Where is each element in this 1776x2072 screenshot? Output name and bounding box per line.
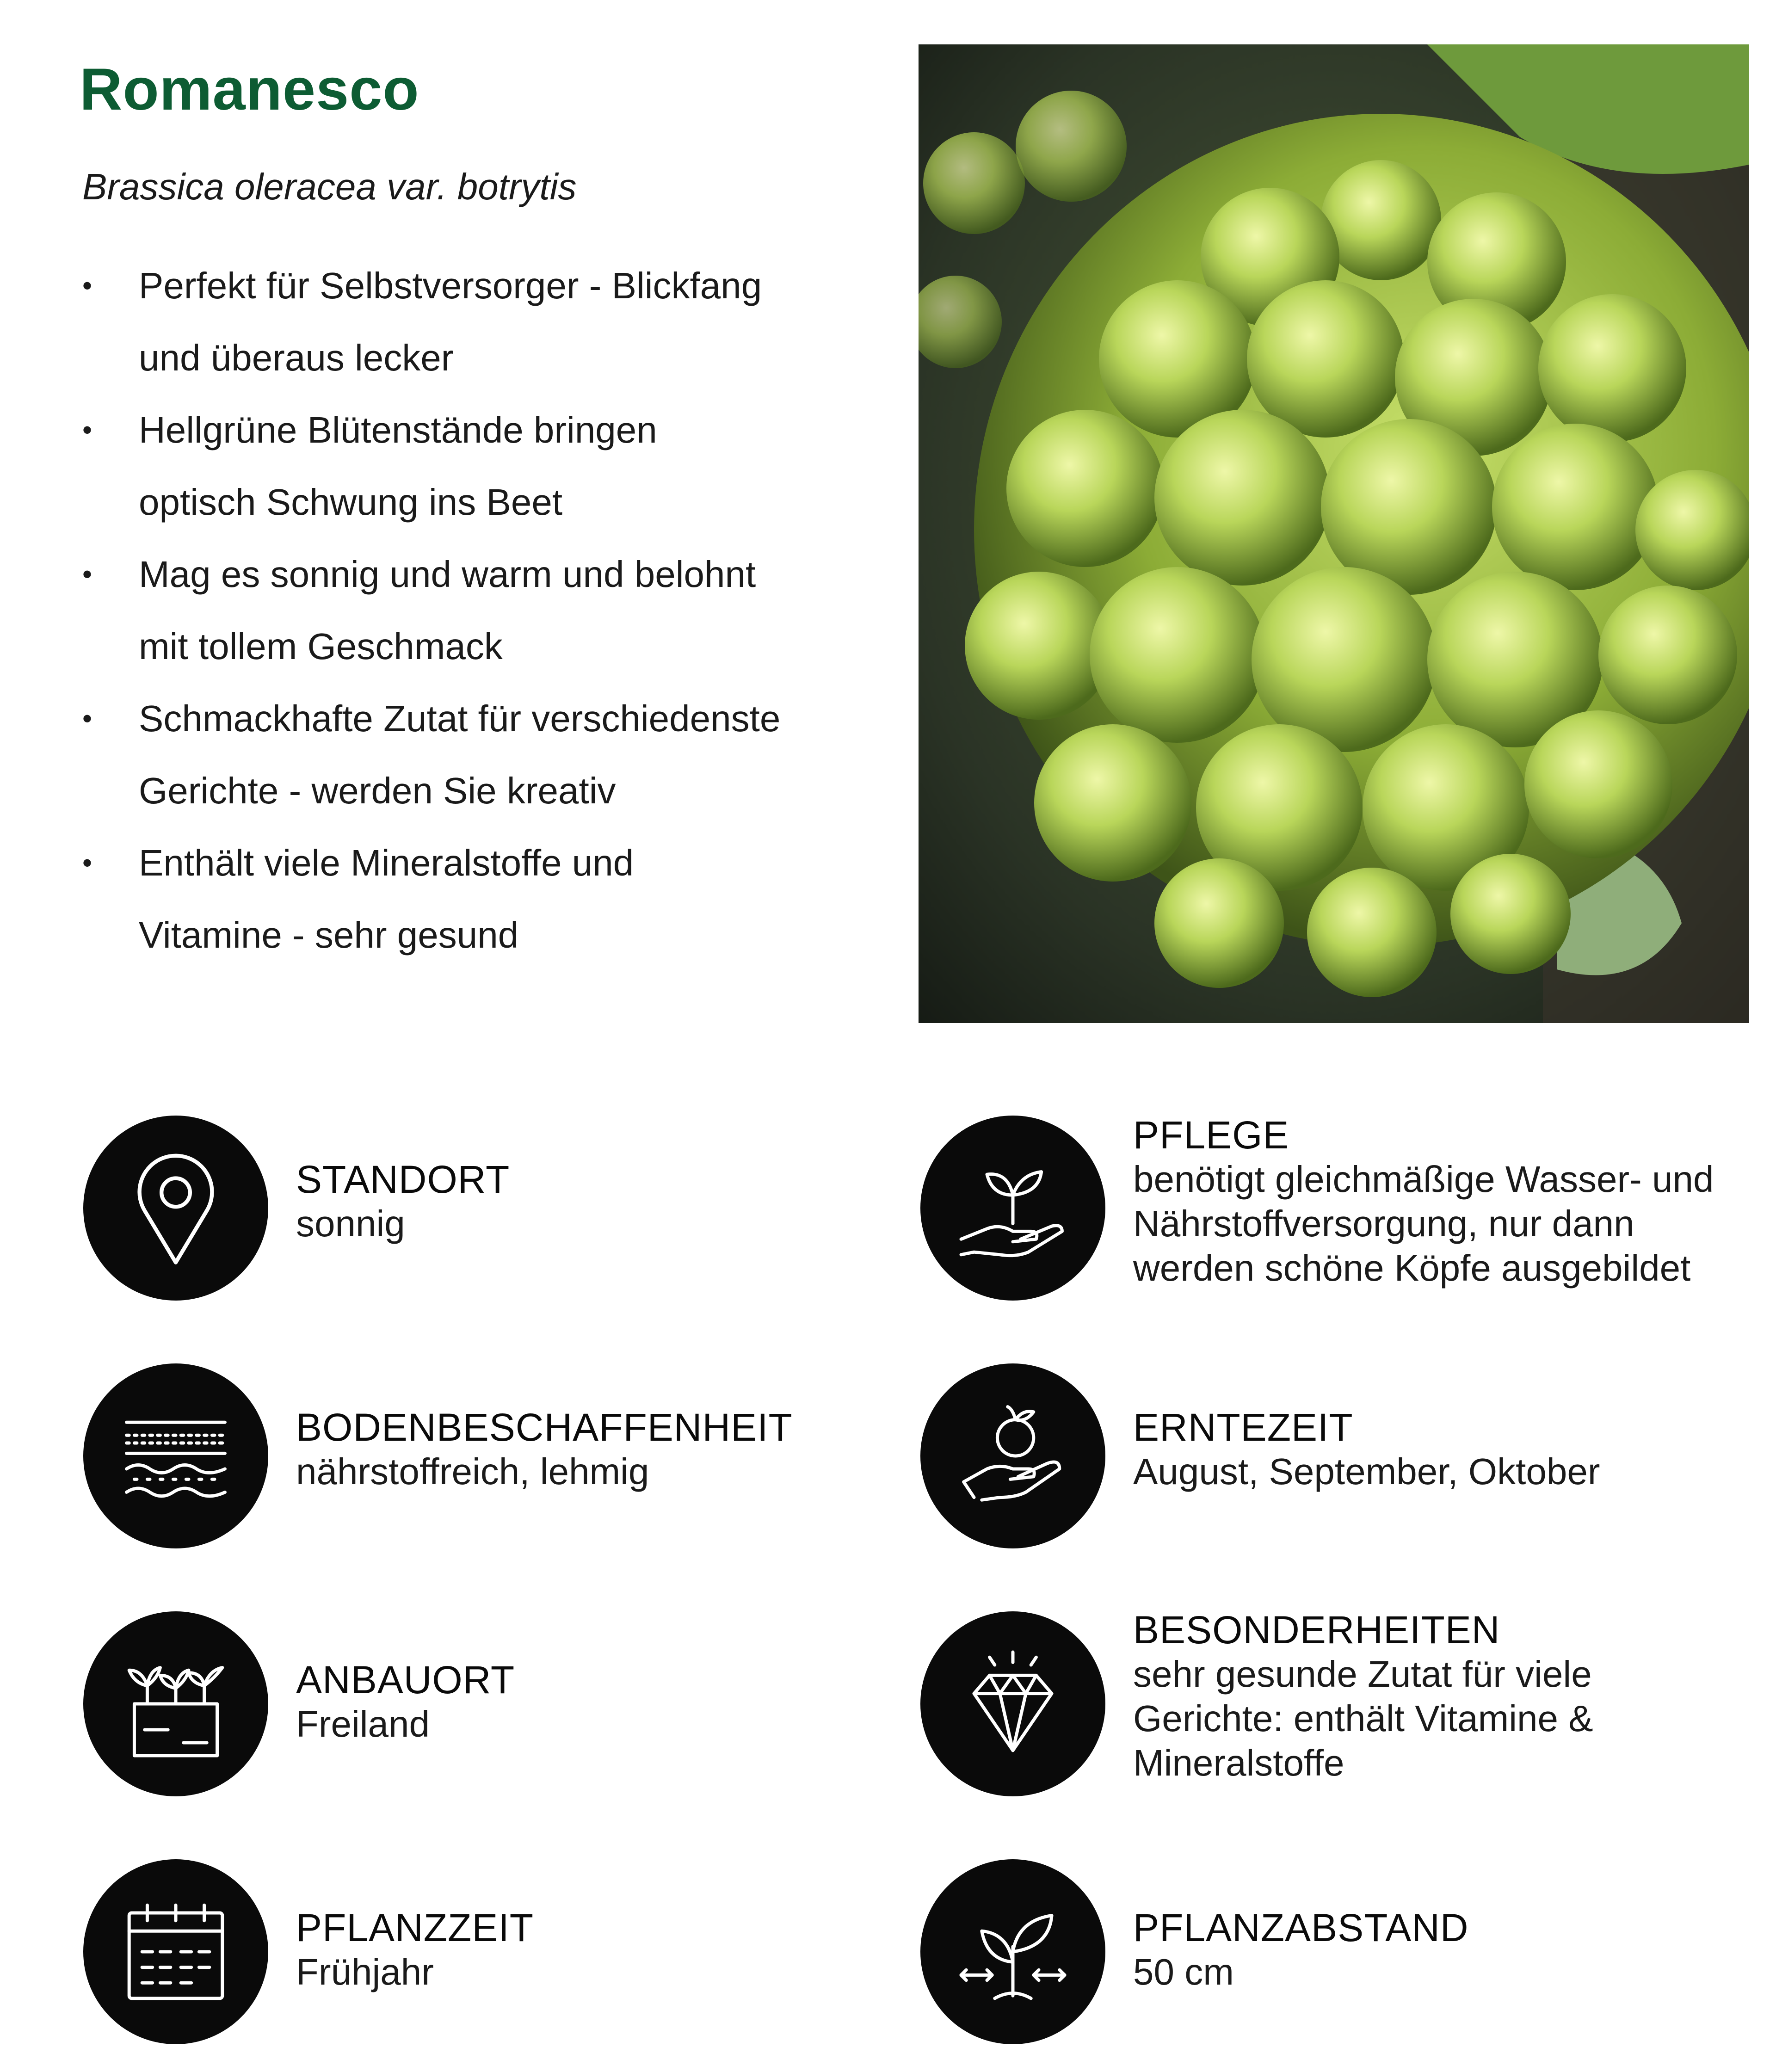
calendar-icon — [83, 1859, 268, 2044]
list-item: • Enthält viele Mineralstoffe und Vitamine - sehr gesund — [82, 827, 869, 971]
info-label: BODENBESCHAFFENHEIT — [296, 1406, 793, 1449]
bullet-icon: • — [82, 559, 92, 590]
page-title: Romanesco — [80, 56, 419, 123]
hand-seedling-icon — [920, 1116, 1105, 1301]
info-label: PFLEGE — [1133, 1113, 1289, 1157]
list-item: • Perfekt für Selbstversorger - Blickfang und überaus lecker — [82, 250, 869, 394]
info-label: PFLANZABSTAND — [1133, 1906, 1469, 1949]
info-value-line: Gerichte: enthält Vitamine & — [1133, 1698, 1593, 1739]
info-value-line: werden schöne Köpfe ausgebildet — [1133, 1247, 1691, 1289]
info-label: ERNTEZEIT — [1133, 1406, 1353, 1449]
bullet-icon: • — [82, 703, 92, 734]
soil-layers-icon — [83, 1363, 268, 1548]
feature-list — [82, 250, 869, 971]
info-value: August, September, Oktober — [1133, 1451, 1600, 1492]
info-value-line: Nährstoffversorgung, nur dann — [1133, 1203, 1634, 1244]
info-value: Freiland — [296, 1703, 430, 1745]
list-item: • Schmackhafte Zutat für verschiedenste Gerichte - werden Sie kreativ — [82, 683, 869, 827]
info-value-line: sehr gesunde Zutat für viele — [1133, 1653, 1592, 1695]
info-value-line: benötigt gleichmäßige Wasser- und — [1133, 1159, 1714, 1200]
planter-box-icon — [83, 1611, 268, 1796]
product-photo — [919, 44, 1749, 1023]
botanical-name: Brassica oleracea var. botrytis — [82, 166, 577, 207]
info-value: nährstoffreich, lehmig — [296, 1451, 649, 1492]
bullet-icon: • — [82, 414, 92, 445]
diamond-icon — [920, 1611, 1105, 1796]
hand-fruit-icon — [920, 1363, 1105, 1548]
info-label: ANBAUORT — [296, 1658, 515, 1702]
bullet-icon: • — [82, 270, 92, 301]
info-value-line: Mineralstoffe — [1133, 1742, 1344, 1783]
info-label: STANDORT — [296, 1158, 510, 1201]
info-label: BESONDERHEITEN — [1133, 1608, 1500, 1652]
info-value: sonnig — [296, 1203, 405, 1244]
plant-spacing-icon — [920, 1859, 1105, 2044]
info-label: PFLANZZEIT — [296, 1906, 534, 1949]
info-value: 50 cm — [1133, 1951, 1234, 1992]
info-value: Frühjahr — [296, 1951, 434, 1992]
list-item: • Mag es sonnig und warm und belohnt mit tollem Geschmack — [82, 538, 869, 683]
list-item: • Hellgrüne Blütenstände bringen optisch Schwung ins Beet — [82, 394, 869, 538]
bullet-icon: • — [82, 847, 92, 878]
location-pin-icon — [83, 1116, 268, 1301]
